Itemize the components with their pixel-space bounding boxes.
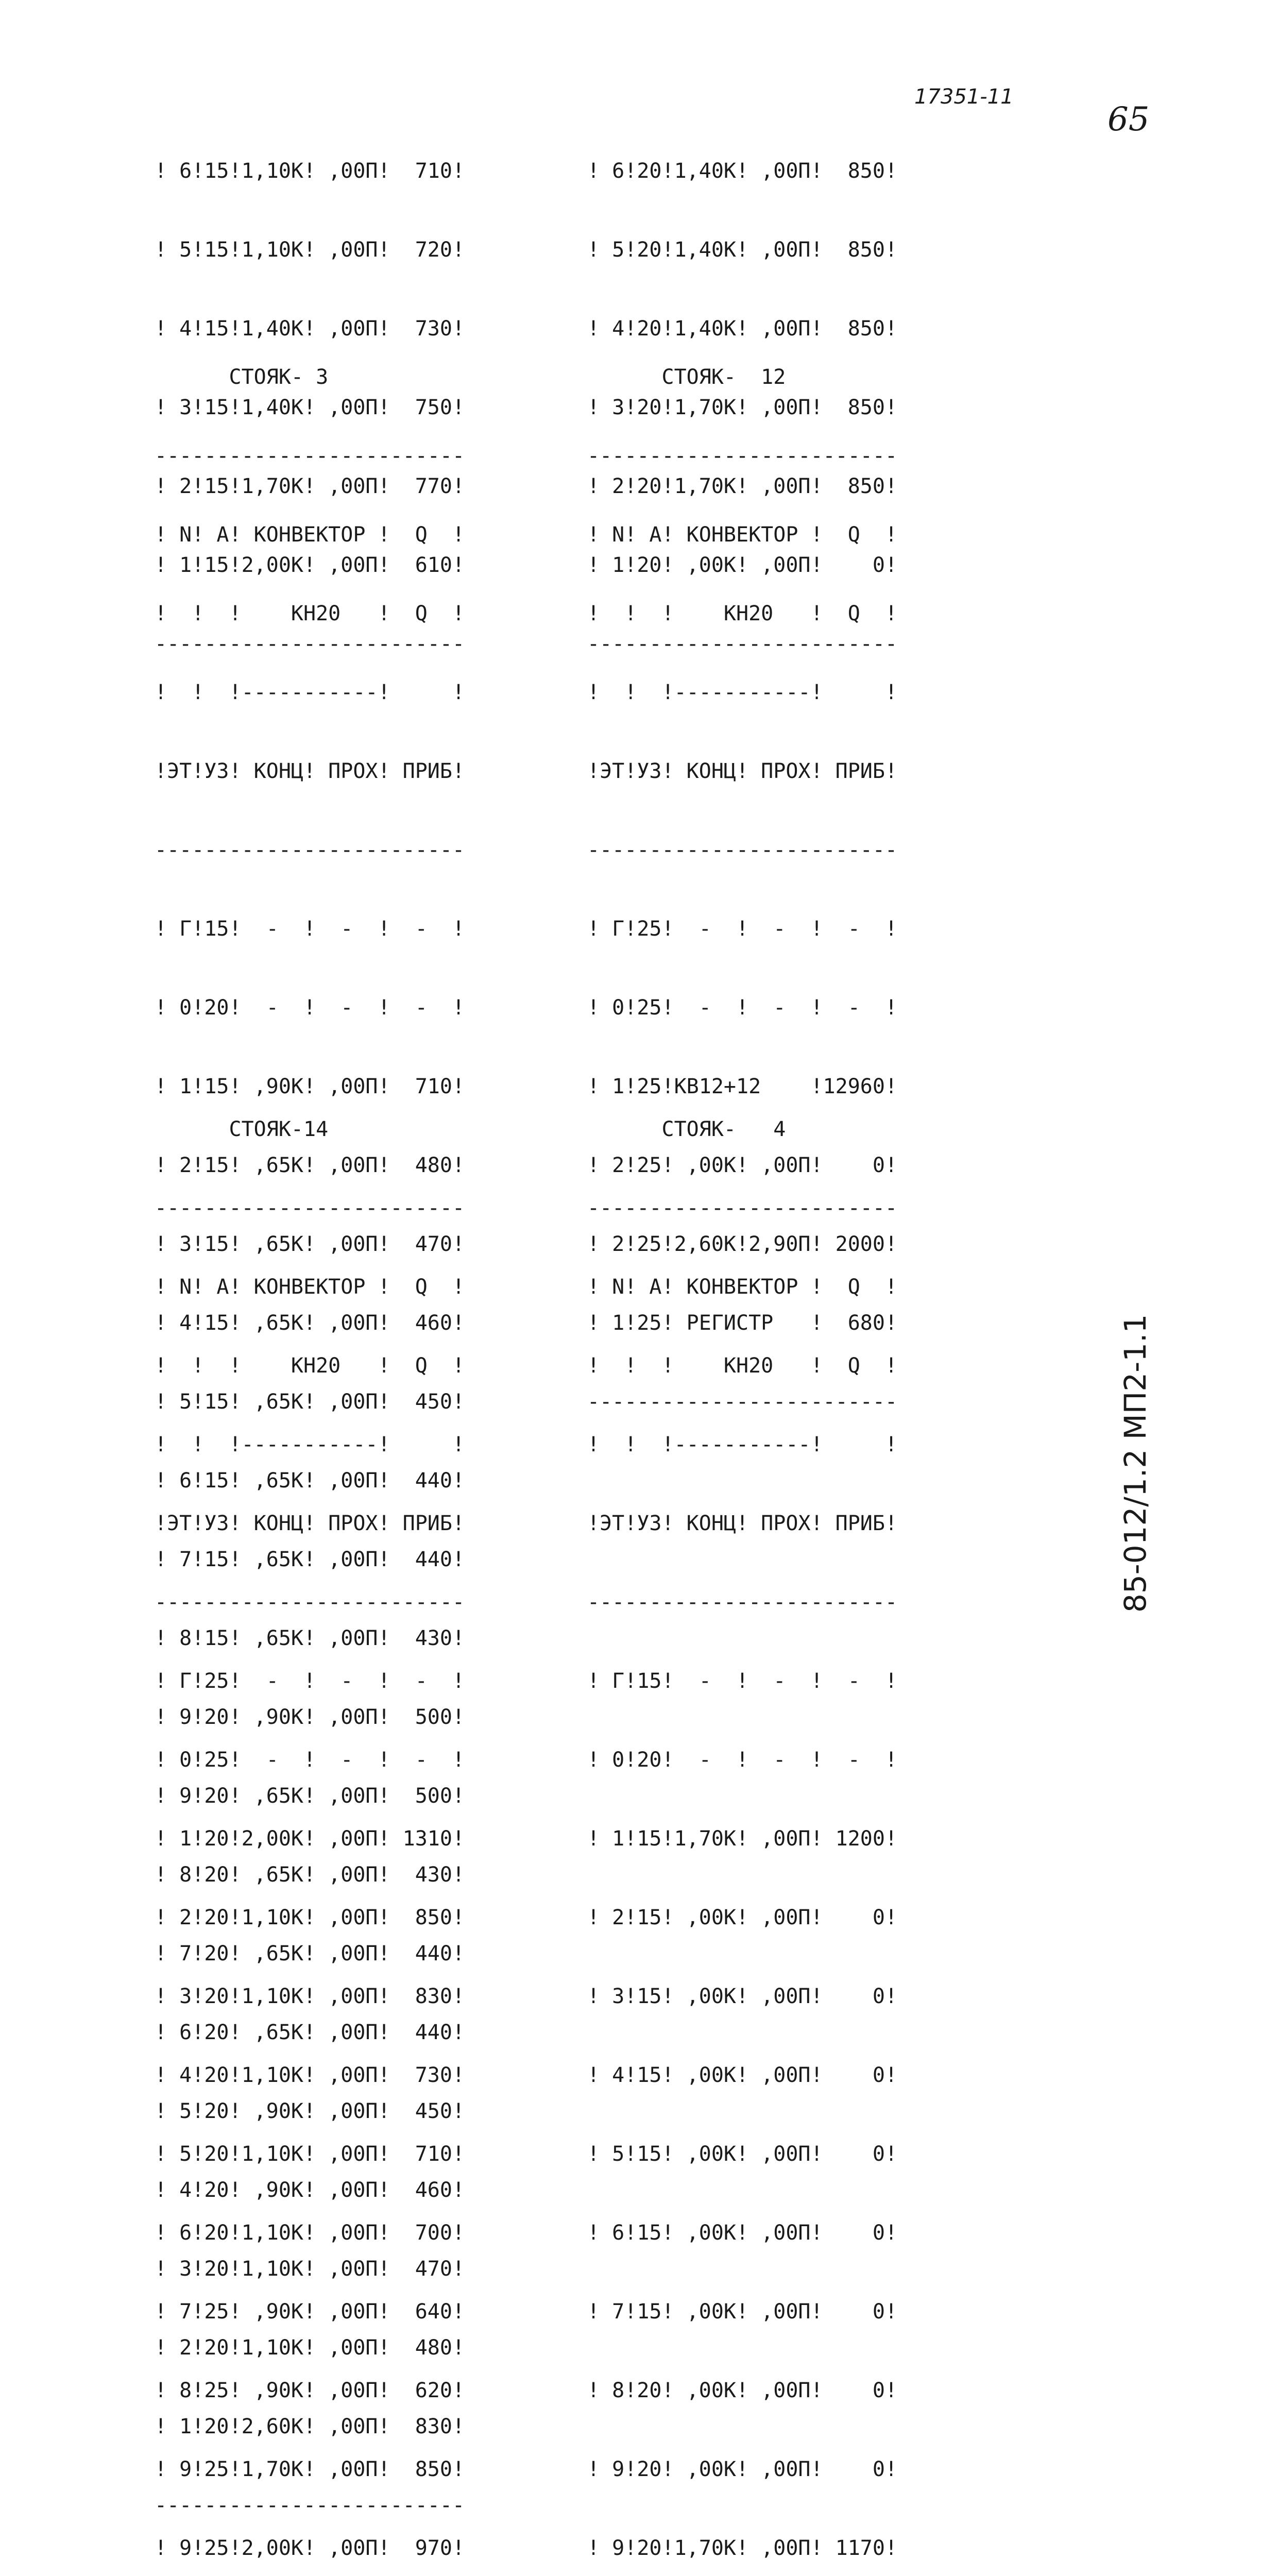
table-row: ! 7!20! ,65К! ,00П! 440!	[155, 1942, 465, 1965]
table-row: ! 7!15! ,00К! ,00П! 0!	[587, 2300, 898, 2324]
table-row: ! 7!15! ,65К! ,00П! 440!	[155, 1548, 465, 1571]
stoyak-4-table	[587, 1064, 897, 2576]
table-header: ! ! !-----------! !	[587, 1433, 898, 1456]
table-header: ! ! ! КН20 ! Q !	[587, 1354, 898, 1378]
table-row: ! 2!15! ,00К! ,00П! 0!	[587, 1906, 898, 1929]
table-row: ! Г!25! - ! - ! - !	[587, 917, 898, 941]
table-row: ! 0!20! - ! - ! - !	[587, 1748, 898, 1772]
stoyak-14-table	[155, 1064, 465, 2576]
table-row: ! 2!20!1,10К! ,00П! 480!	[155, 2336, 465, 2360]
table-header: ! ! ! КН20 ! Q !	[155, 602, 465, 625]
table-rule: -------------------------	[587, 1196, 898, 1220]
table-row: ! 9!25!1,70К! ,00П! 850!	[155, 2458, 465, 2481]
table-row: ! 2!15! ,65К! ,00П! 480!	[155, 1154, 465, 1177]
table-row: ! 3!20!1,10К! ,00П! 830!	[155, 1985, 465, 2008]
table-row: ! 4!20! ,90К! ,00П! 460!	[155, 2178, 465, 2202]
table-row: ! 4!15!1,40К! ,00П! 730!	[155, 317, 465, 341]
table-header: ! ! !-----------! !	[155, 1433, 465, 1456]
table-header: !ЭТ!УЗ! КОНЦ! ПРОХ! ПРИБ!	[587, 759, 898, 783]
section-title: СТОЯК- 3	[229, 365, 329, 389]
table-row: ! 3!15!1,40К! ,00П! 750!	[155, 396, 465, 419]
table-header: ! ! !-----------! !	[587, 681, 898, 704]
table-row: ! 1!20! ,00К! ,00П! 0!	[587, 553, 898, 577]
table-header: ! N! А! КОНВЕКТОР ! Q !	[155, 1275, 465, 1299]
table-row: ! 8!20! ,65К! ,00П! 430!	[155, 1863, 465, 1887]
table-header: ! N! А! КОНВЕКТОР ! Q !	[587, 523, 898, 547]
table-row: ! 0!20! - ! - ! - !	[155, 996, 465, 1020]
table-header: ! ! ! КН20 ! Q !	[155, 1354, 465, 1378]
table-row: ! 2!20!1,10К! ,00П! 850!	[155, 1906, 465, 1929]
table-row: ! 3!15! ,00К! ,00П! 0!	[587, 1985, 898, 2008]
table-row: ! 4!15! ,00К! ,00П! 0!	[587, 2063, 898, 2087]
table-row: ! 9!20! ,90К! ,00П! 500!	[155, 1705, 465, 1729]
table-rule: -------------------------	[155, 1590, 465, 1614]
page-number: 65	[1107, 100, 1150, 139]
table-row: ! 9!20!1,70К! ,00П! 1170!	[587, 2536, 898, 2560]
table-row: ! 8!15! ,65К! ,00П! 430!	[155, 1626, 465, 1650]
table-header: !ЭТ!УЗ! КОНЦ! ПРОХ! ПРИБ!	[155, 759, 465, 783]
table-row: ! 5!15! ,65К! ,00П! 450!	[155, 1390, 465, 1414]
table-row: ! 1!25! РЕГИСТР ! 680!	[587, 1311, 898, 1335]
table-header: ! N! А! КОНВЕКТОР ! Q !	[155, 523, 465, 547]
table-row: ! Г!15! - ! - ! - !	[155, 917, 465, 941]
table-row: ! 3!15! ,65К! ,00П! 470!	[155, 1232, 465, 1256]
table-row: ! 4!15! ,65К! ,00П! 460!	[155, 1311, 465, 1335]
table-rule: -------------------------	[587, 838, 898, 862]
table-header: ! N! А! КОНВЕКТОР ! Q !	[587, 1275, 898, 1299]
table-row: ! 6!15! ,65К! ,00П! 440!	[155, 1469, 465, 1493]
table-row: ! 4!20!1,10К! ,00П! 730!	[155, 2063, 465, 2087]
document-code: 85-012/1.2 МП2-1.1	[1118, 1314, 1153, 1613]
table-row: ! 2!25!2,60К!2,90П! 2000!	[587, 1232, 898, 1256]
table-row: ! 9!20! ,65К! ,00П! 500!	[155, 1784, 465, 1808]
table-row: ! 6!20!1,40К! ,00П! 850!	[587, 159, 898, 183]
table-row: ! 1!15!2,00К! ,00П! 610!	[155, 553, 465, 577]
table-rule: -------------------------	[587, 1590, 898, 1614]
table-rule: -------------------------	[155, 632, 465, 656]
table-row: ! 2!15!1,70К! ,00П! 770!	[155, 474, 465, 498]
archive-stamp: 17351-11	[914, 85, 1014, 109]
table-header: ! ! !-----------! !	[155, 681, 465, 704]
table-rule: -------------------------	[587, 632, 898, 656]
table-row: ! 1!15! ,90К! ,00П! 710!	[155, 1075, 465, 1098]
table-rule: -------------------------	[155, 1196, 465, 1220]
table-row: ! 5!20!1,40К! ,00П! 850!	[587, 238, 898, 262]
table-row: ! 4!20!1,40К! ,00П! 850!	[587, 317, 898, 341]
table-row: ! Г!25! - ! - ! - !	[155, 1669, 465, 1693]
table-rule: -------------------------	[587, 1390, 898, 1414]
table-row: ! 5!15!1,10К! ,00П! 720!	[155, 238, 465, 262]
table-row: ! 1!20!2,00К! ,00П! 1310!	[155, 1827, 465, 1851]
table-row: ! 1!15!1,70К! ,00П! 1200!	[587, 1827, 898, 1851]
table-row: ! Г!15! - ! - ! - !	[587, 1669, 898, 1693]
table-row: ! 5!20! ,90К! ,00П! 450!	[155, 2099, 465, 2123]
table-row: ! 5!15! ,00К! ,00П! 0!	[587, 2142, 898, 2166]
table-rule: -------------------------	[155, 838, 465, 862]
table-row: ! 3!20!1,70К! ,00П! 850!	[587, 396, 898, 419]
section-title: СТОЯК- 12	[661, 365, 786, 389]
table-row: ! 6!20!1,10К! ,00П! 700!	[155, 2221, 465, 2245]
section-title: СТОЯК- 4	[661, 1117, 786, 1141]
table-row: ! 1!25!КВ12+12 !12960!	[587, 1075, 898, 1098]
table-row: ! 1!20!2,60К! ,00П! 830!	[155, 2415, 465, 2438]
table-row: ! 7!25! ,90К! ,00П! 640!	[155, 2300, 465, 2324]
table-rule: -------------------------	[155, 2494, 465, 2517]
table-row: ! 0!25! - ! - ! - !	[155, 1748, 465, 1772]
table-row: ! 6!15!1,10К! ,00П! 710!	[155, 159, 465, 183]
table-row: ! 6!15! ,00К! ,00П! 0!	[587, 2221, 898, 2245]
table-rule: -------------------------	[155, 444, 465, 468]
table-row: ! 8!25! ,90К! ,00П! 620!	[155, 2379, 465, 2402]
table-header: !ЭТ!УЗ! КОНЦ! ПРОХ! ПРИБ!	[155, 1512, 465, 1535]
table-row: ! 9!25!2,00К! ,00П! 970!	[155, 2536, 465, 2560]
table-row: ! 6!20! ,65К! ,00П! 440!	[155, 2021, 465, 2044]
table-row: ! 2!20!1,70К! ,00П! 850!	[587, 474, 898, 498]
table-header: ! ! ! КН20 ! Q !	[587, 602, 898, 625]
table-row: ! 9!20! ,00К! ,00П! 0!	[587, 2458, 898, 2481]
table-row: ! 0!25! - ! - ! - !	[587, 996, 898, 1020]
section-title: СТОЯК-14	[229, 1117, 329, 1141]
table-header: !ЭТ!УЗ! КОНЦ! ПРОХ! ПРИБ!	[587, 1512, 898, 1535]
table-rule: -------------------------	[587, 444, 898, 468]
table-row: ! 2!25! ,00К! ,00П! 0!	[587, 1154, 898, 1177]
table-row: ! 8!20! ,00К! ,00П! 0!	[587, 2379, 898, 2402]
table-row: ! 3!20!1,10К! ,00П! 470!	[155, 2257, 465, 2281]
table-row: ! 5!20!1,10К! ,00П! 710!	[155, 2142, 465, 2166]
